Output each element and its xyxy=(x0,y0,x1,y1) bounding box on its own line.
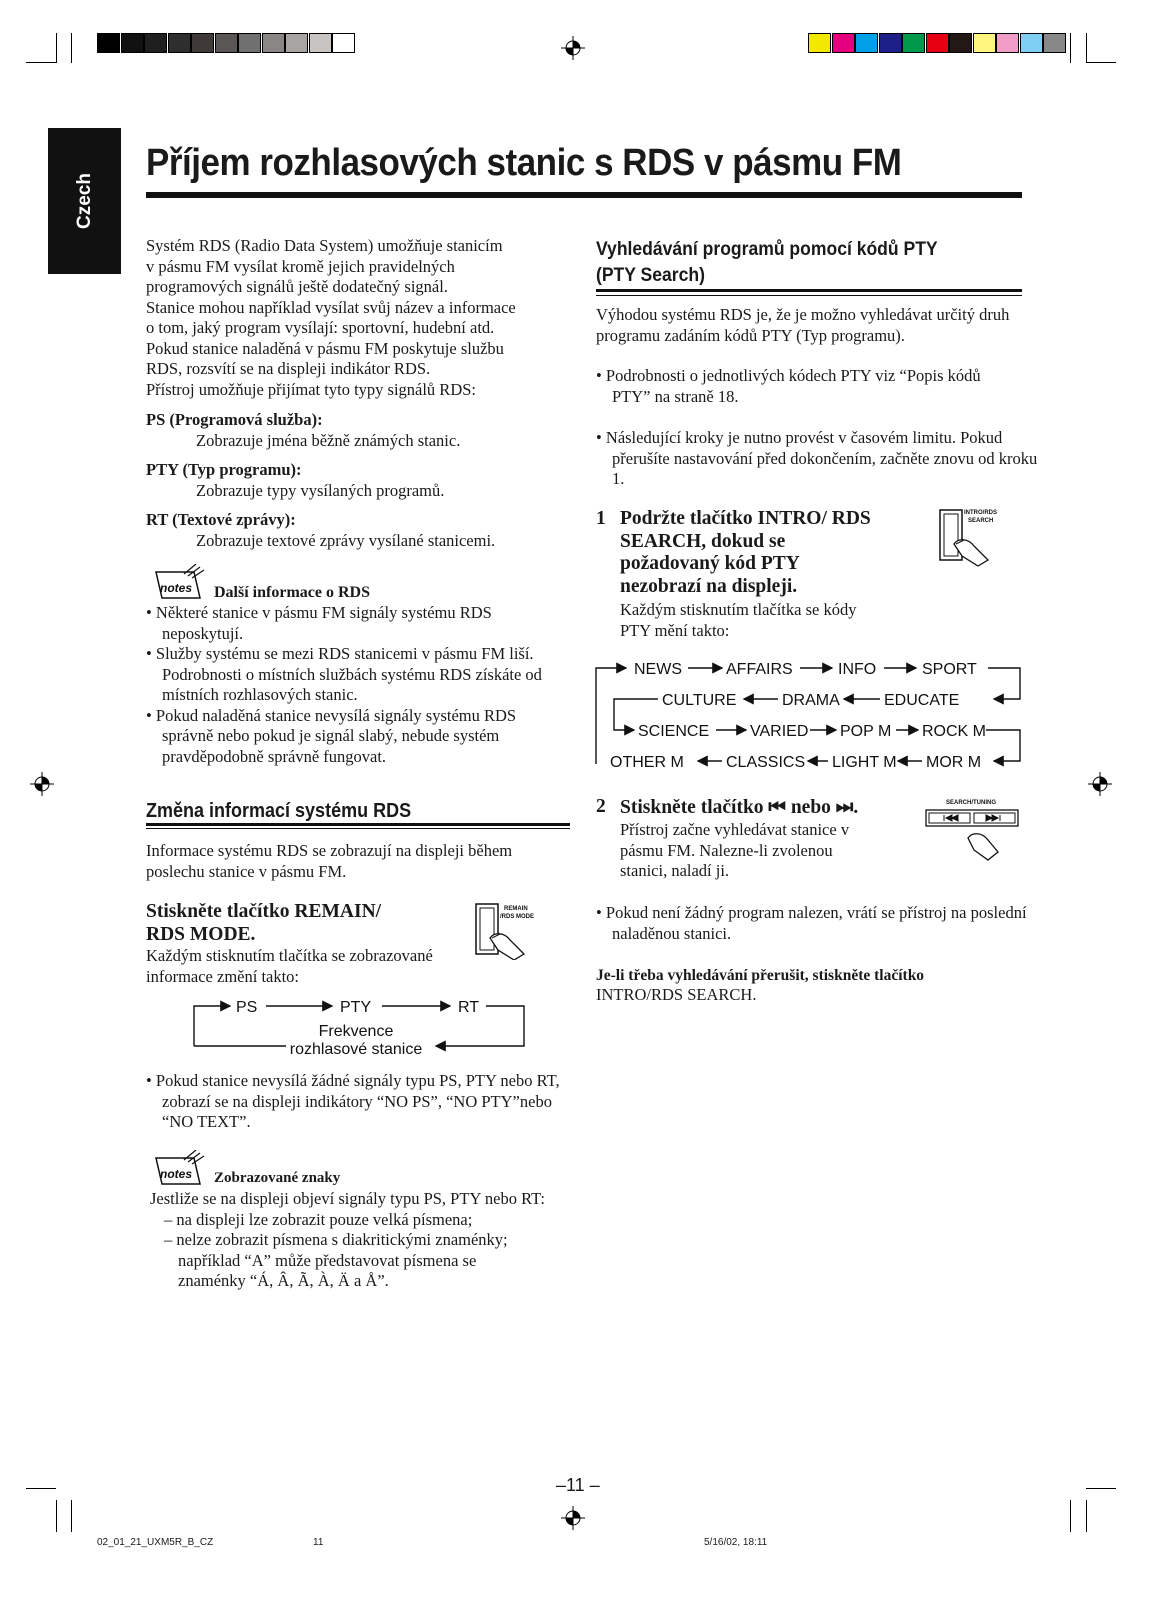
registration-mark-icon xyxy=(561,1506,585,1530)
color-swatch xyxy=(832,33,855,53)
color-swatch xyxy=(808,33,831,53)
color-swatch xyxy=(285,33,308,53)
footer-file: 02_01_21_UXM5R_B_CZ xyxy=(97,1537,214,1548)
color-swatch xyxy=(1020,33,1043,53)
no-signal-note: • Pokud stanice nevysílá žádné signály typu PS, PTY nebo RT, zobrazí se na displeji indikátory “NO PS”, “NO PTY”nebo “NO TEXT”. xyxy=(146,1071,560,1131)
crop-mark xyxy=(56,33,57,63)
definition-desc: Zobrazuje typy vysílaných programů. xyxy=(196,480,445,500)
section-heading-line: (PTY Search) xyxy=(596,264,705,286)
notes-item: – na displeji lze zobrazit pouze velká písmena; xyxy=(164,1209,473,1229)
crop-mark xyxy=(71,1500,72,1532)
step-heading-line: Stiskněte tlačítko REMAIN/ xyxy=(146,901,382,922)
section-heading-line: Vyhledávání programů pomocí kódů PTY xyxy=(596,238,938,260)
color-swatch xyxy=(855,33,878,53)
section-rule xyxy=(596,295,1022,296)
intro-line: Přístroj umožňuje přijímat tyto typy signálů RDS: xyxy=(146,379,476,399)
step-number: 2 xyxy=(596,796,606,817)
pty-code: DRAMA xyxy=(782,692,840,709)
svg-text:REMAIN: REMAIN xyxy=(504,906,528,912)
definition-term: RT (Textové zprávy): xyxy=(146,510,296,529)
definition-desc: Zobrazuje jména běžně známých stanic. xyxy=(196,430,461,450)
pty-code: OTHER M xyxy=(610,754,684,771)
registration-mark-icon xyxy=(561,36,585,60)
crop-mark xyxy=(1070,1500,1071,1532)
notes-list xyxy=(146,603,566,767)
intro-line: Systém RDS (Radio Data System) umožňuje stanicím xyxy=(146,236,503,255)
page-title: Příjem rozhlasových stanic s RDS v pásmu FM xyxy=(146,142,902,184)
step-heading xyxy=(146,900,381,946)
step-text: Přístroj začne vyhledávat stanice v pásmu FM. Nalezne-li zvolenou stanici, naladí ji. xyxy=(620,820,850,880)
page-number: –11 – xyxy=(556,1475,600,1495)
flow-pty: PTY xyxy=(340,999,372,1016)
flow-frequency: rozhlasové stanice xyxy=(289,1041,423,1058)
crop-mark xyxy=(71,33,72,63)
crop-mark xyxy=(26,1488,56,1489)
step-heading-line: RDS MODE. xyxy=(146,924,256,945)
color-swatch xyxy=(168,33,191,53)
pty-code: NEWS xyxy=(634,661,682,678)
stop-text: INTRO/RDS SEARCH. xyxy=(596,985,757,1004)
color-swatch xyxy=(309,33,332,53)
notes-item: • Pokud naladěná stanice nevysílá signály systému RDS správně nebo pokud je signál slabý, nebude systém pravděpodobně správně fungovat. xyxy=(146,705,517,766)
stop-heading: Je-li třeba vyhledávání přerušit, stiskněte tlačítko xyxy=(596,967,925,984)
step-heading: Podržte tlačítko INTRO/ RDS SEARCH, dokud se požadovaný kód PTY nezobrazí na displeji. xyxy=(620,508,871,597)
section-heading xyxy=(596,236,938,288)
remain-rds-mode-button-icon xyxy=(474,902,538,960)
intro-line: v pásmu FM vysílat kromě jejich pravidelných xyxy=(146,256,455,276)
search-tuning-buttons-icon xyxy=(924,798,1020,862)
pty-intro: Výhodou systému RDS je, že je možno vyhledávat určitý druh programu zadáním kódů PTY (Typ programu). xyxy=(596,305,1010,345)
intro-paragraph xyxy=(146,236,566,400)
definition-term: PS (Programová služba): xyxy=(146,410,323,429)
footer-page: 11 xyxy=(313,1537,324,1548)
color-swatch xyxy=(926,33,949,53)
pty-code: SPORT xyxy=(922,661,977,678)
notes-item: • Služby systému se mezi RDS stanicemi v pásmu FM liší. Podrobnosti o místních službách systému RDS získáte od místních rozhlasových stanic. xyxy=(146,644,542,704)
section-rule xyxy=(146,823,570,826)
step-heading: Stiskněte tlačítko ⏮ nebo ⏭. xyxy=(620,797,859,818)
section-rule xyxy=(146,828,570,829)
svg-text:INTRO/RDS: INTRO/RDS xyxy=(964,510,997,516)
pty-code: SCIENCE xyxy=(638,723,710,740)
pty-bullet: • Pokud není žádný program nalezen, vrátí se přístroj na poslední naladěnou stanici. xyxy=(596,903,1027,943)
crop-mark xyxy=(56,1500,57,1532)
color-swatch xyxy=(191,33,214,53)
rds-definitions xyxy=(146,410,566,551)
step-text: Každým stisknutím tlačítka se kódy PTY mění takto: xyxy=(620,600,857,640)
pty-code: POP M xyxy=(840,723,892,740)
flow-ps: PS xyxy=(236,999,258,1016)
crop-mark xyxy=(1086,62,1116,63)
pty-code: CULTURE xyxy=(662,692,737,709)
pty-code: EDUCATE xyxy=(884,692,960,709)
crop-mark xyxy=(1086,1500,1087,1532)
color-swatch xyxy=(215,33,238,53)
definition-term: PTY (Typ programu): xyxy=(146,460,302,479)
intro-line: programových signálů ještě dodatečný signál. xyxy=(146,277,448,296)
rds-mode-flow-diagram xyxy=(186,996,546,1066)
notes-intro: Jestliže se na displeji objeví signály typu PS, PTY nebo RT: xyxy=(150,1189,545,1208)
intro-line: Pokud stanice naladěná v pásmu FM poskytuje službu xyxy=(146,338,504,358)
color-swatch xyxy=(121,33,144,53)
svg-text:notes: notes xyxy=(160,581,193,595)
notes-item: • Některé stanice v pásmu FM signály systému RDS neposkytují. xyxy=(146,603,492,643)
crop-mark xyxy=(26,62,56,63)
section-rule xyxy=(596,289,1022,292)
color-swatch xyxy=(996,33,1019,53)
pty-code: AFFAIRS xyxy=(726,661,793,678)
color-swatch xyxy=(949,33,972,53)
section-heading: Změna informací systému RDS xyxy=(146,800,412,822)
title-rule xyxy=(146,192,1022,198)
language-tab-label: Czech xyxy=(73,173,95,229)
language-tab xyxy=(48,128,121,274)
color-swatch xyxy=(144,33,167,53)
svg-text:notes: notes xyxy=(160,1167,193,1181)
pty-code: INFO xyxy=(838,661,877,678)
notes-icon xyxy=(150,564,208,604)
pty-code: LIGHT M xyxy=(832,754,897,771)
color-swatch xyxy=(902,33,925,53)
footer-date: 5/16/02, 18:11 xyxy=(704,1537,768,1548)
color-swatch xyxy=(238,33,261,53)
registration-mark-icon xyxy=(30,772,54,796)
intro-line: o tom, jaký program vysílají: sportovní, hudební atd. xyxy=(146,318,495,337)
flow-frequency: Frekvence xyxy=(318,1023,394,1040)
color-swatch xyxy=(262,33,285,53)
registration-mark-icon xyxy=(1088,772,1112,796)
color-swatch xyxy=(973,33,996,53)
notes-heading: Další informace o RDS xyxy=(214,584,370,601)
definition-desc: Zobrazuje textové zprávy vysílané stanicemi. xyxy=(196,530,496,550)
crop-mark xyxy=(1070,33,1071,63)
intro-line: Stanice mohou například vysílat svůj název a informace xyxy=(146,297,516,317)
notes-item: – nelze zobrazit písmena s diakritickými znaménky; například “A” může představovat písmena se znaménky “Á, Â, Ã, À, Ä a Å”. xyxy=(164,1230,508,1290)
flow-rt: RT xyxy=(458,999,480,1016)
notes-heading: Zobrazované znaky xyxy=(214,1170,341,1186)
intro-rds-search-button-icon xyxy=(938,508,1006,570)
crop-mark xyxy=(1086,1488,1116,1489)
section-text: Informace systému RDS se zobrazují na displeji během poslechu stanice v pásmu FM. xyxy=(146,841,513,881)
color-swatch xyxy=(97,33,120,53)
pty-code: ROCK M xyxy=(922,723,986,740)
pty-code: VARIED xyxy=(750,723,809,740)
pty-code: MOR M xyxy=(926,754,982,771)
pty-bullet: • Podrobnosti o jednotlivých kódech PTY viz “Popis kódů PTY” na straně 18. xyxy=(596,366,981,406)
crop-mark xyxy=(1086,33,1087,63)
intro-line: RDS, rozsvítí se na displeji indikátor RDS. xyxy=(146,359,431,378)
pty-bullet: • Následující kroky je nutno provést v časovém limitu. Pokud přerušíte nastavování před dokončením, začněte znovu od kroku 1. xyxy=(596,428,1038,488)
svg-text:SEARCH/TUNING: SEARCH/TUNING xyxy=(946,800,997,806)
svg-text:SEARCH: SEARCH xyxy=(968,518,994,524)
step-number: 1 xyxy=(596,508,606,529)
color-swatch xyxy=(1043,33,1066,53)
svg-text:/RDS MODE: /RDS MODE xyxy=(500,914,535,920)
pty-code-flow-diagram xyxy=(592,652,1024,774)
notes-list xyxy=(150,1189,570,1292)
step-text: Každým stisknutím tlačítka se zobrazované informace změní takto: xyxy=(146,946,433,986)
color-swatch xyxy=(879,33,902,53)
notes-icon xyxy=(150,1150,208,1190)
color-swatch xyxy=(332,33,355,53)
pty-code: CLASSICS xyxy=(726,754,806,771)
